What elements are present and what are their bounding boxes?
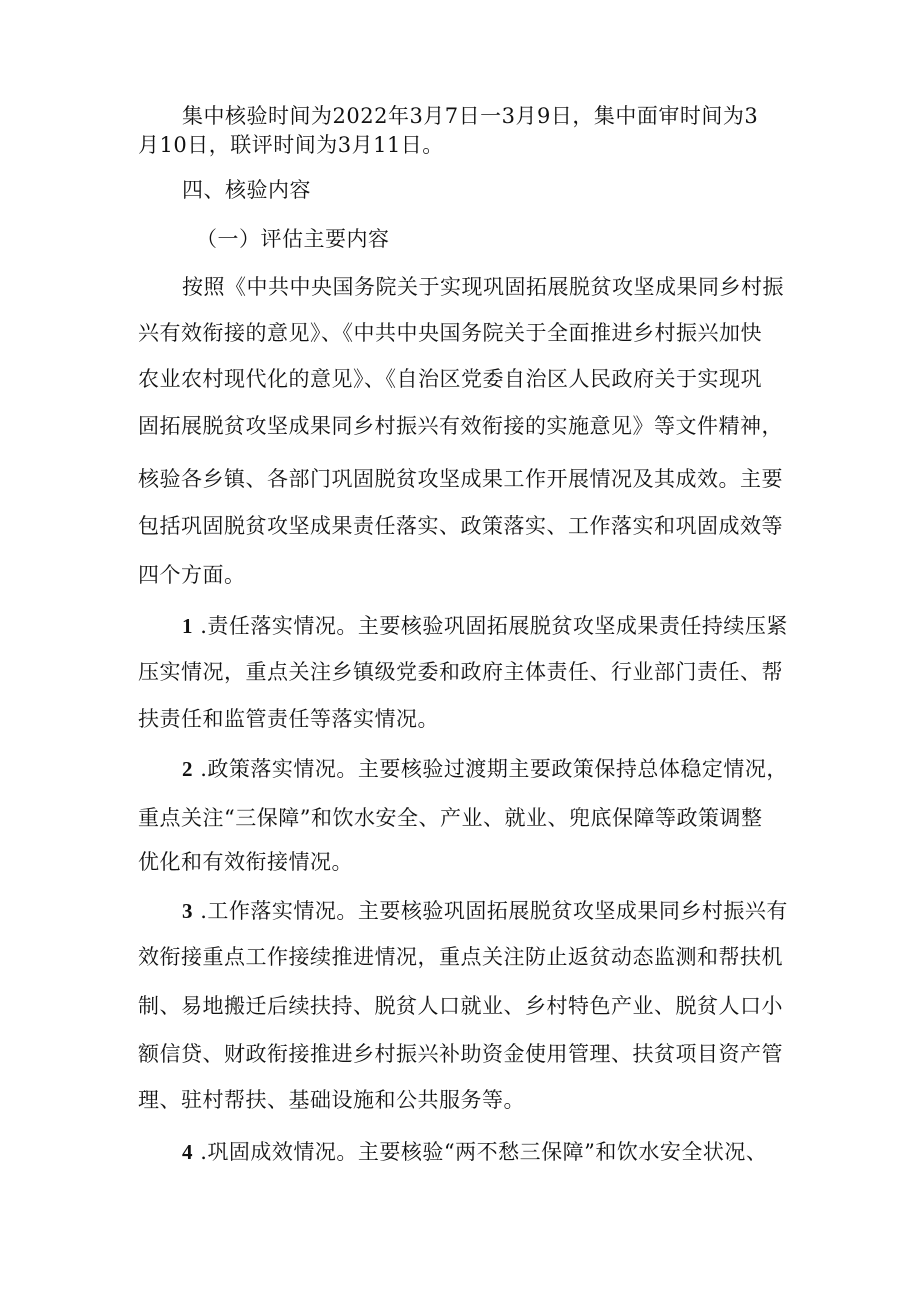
text-line: 集中核验时间为2022年3月7日一3月9日，集中面审时间为3 <box>182 104 759 128</box>
item-number: 3 <box>182 899 193 923</box>
text-line <box>182 754 788 784</box>
text-line: 兴有效衔接的意见》、《中共中央国务院关于全面推进乡村振兴加快 <box>138 321 762 345</box>
text-line: 优化和有效衔接情况。 <box>138 850 353 874</box>
text-line: 按照《中共中央国务院关于实现巩固拓展脱贫攻坚成果同乡村振 <box>182 275 784 299</box>
item-text: .政策落实情况。主要核验过渡期主要政策保持总体稳定情况， <box>200 757 788 781</box>
text-line: 农业农村现代化的意见》、《自治区党委自治区人民政府关于实现巩 <box>138 367 762 391</box>
section-heading-text: 四、核验内容 <box>182 178 311 202</box>
text-line: 效衔接重点工作接续推进情况，重点关注防止返贫动态监测和帮扶机 <box>138 945 783 969</box>
text-line: 固拓展脱贫攻坚成果同乡村振兴有效衔接的实施意见》等文件精神， <box>138 414 783 438</box>
item-text: .工作落实情况。主要核验巩固拓展脱贫攻坚成果同乡村振兴有 <box>200 899 788 923</box>
text-line: 制、易地搬迁后续扶持、脱贫人口就业、乡村特色产业、脱贫人口小 <box>138 994 783 1018</box>
text-line: 重点关注“三保障”和饮水安全、产业、就业、兜底保障等政策调整 <box>138 806 763 830</box>
text-line <box>182 1137 767 1167</box>
text-line: 压实情况，重点关注乡镇级党委和政府主体责任、行业部门责任、帮 <box>138 660 783 684</box>
item-number: 1 <box>182 614 193 638</box>
text-line: 月10日，联评时间为3月11日。 <box>138 133 444 157</box>
text-line: 扶责任和监管责任等落实情况。 <box>138 707 439 731</box>
item-number: 4 <box>182 1140 193 1164</box>
text-line: 理、驻村帮扶、基础设施和公共服务等。 <box>138 1088 525 1112</box>
text-line: 核验各乡镇、各部门巩固脱贫攻坚成果工作开展情况及其成效。主要 <box>138 467 783 491</box>
text-line: 四个方面。 <box>138 563 246 587</box>
subsection-heading-text: （一）评估主要内容 <box>196 227 390 251</box>
text-line: 额信贷、财政衔接推进乡村振兴补助资金使用管理、扶贫项目资产管 <box>138 1042 783 1066</box>
text-line: 包括巩固脱贫攻坚成果责任落实、政策落实、工作落实和巩固成效等 <box>138 514 783 538</box>
item-text: .责任落实情况。主要核验巩固拓展脱贫攻坚成果责任持续压紧 <box>200 614 788 638</box>
item-text: .巩固成效情况。主要核验“两不愁三保障”和饮水安全状况、 <box>200 1140 768 1164</box>
item-number: 2 <box>182 757 193 781</box>
text-line <box>182 611 788 641</box>
text-line <box>182 896 788 926</box>
